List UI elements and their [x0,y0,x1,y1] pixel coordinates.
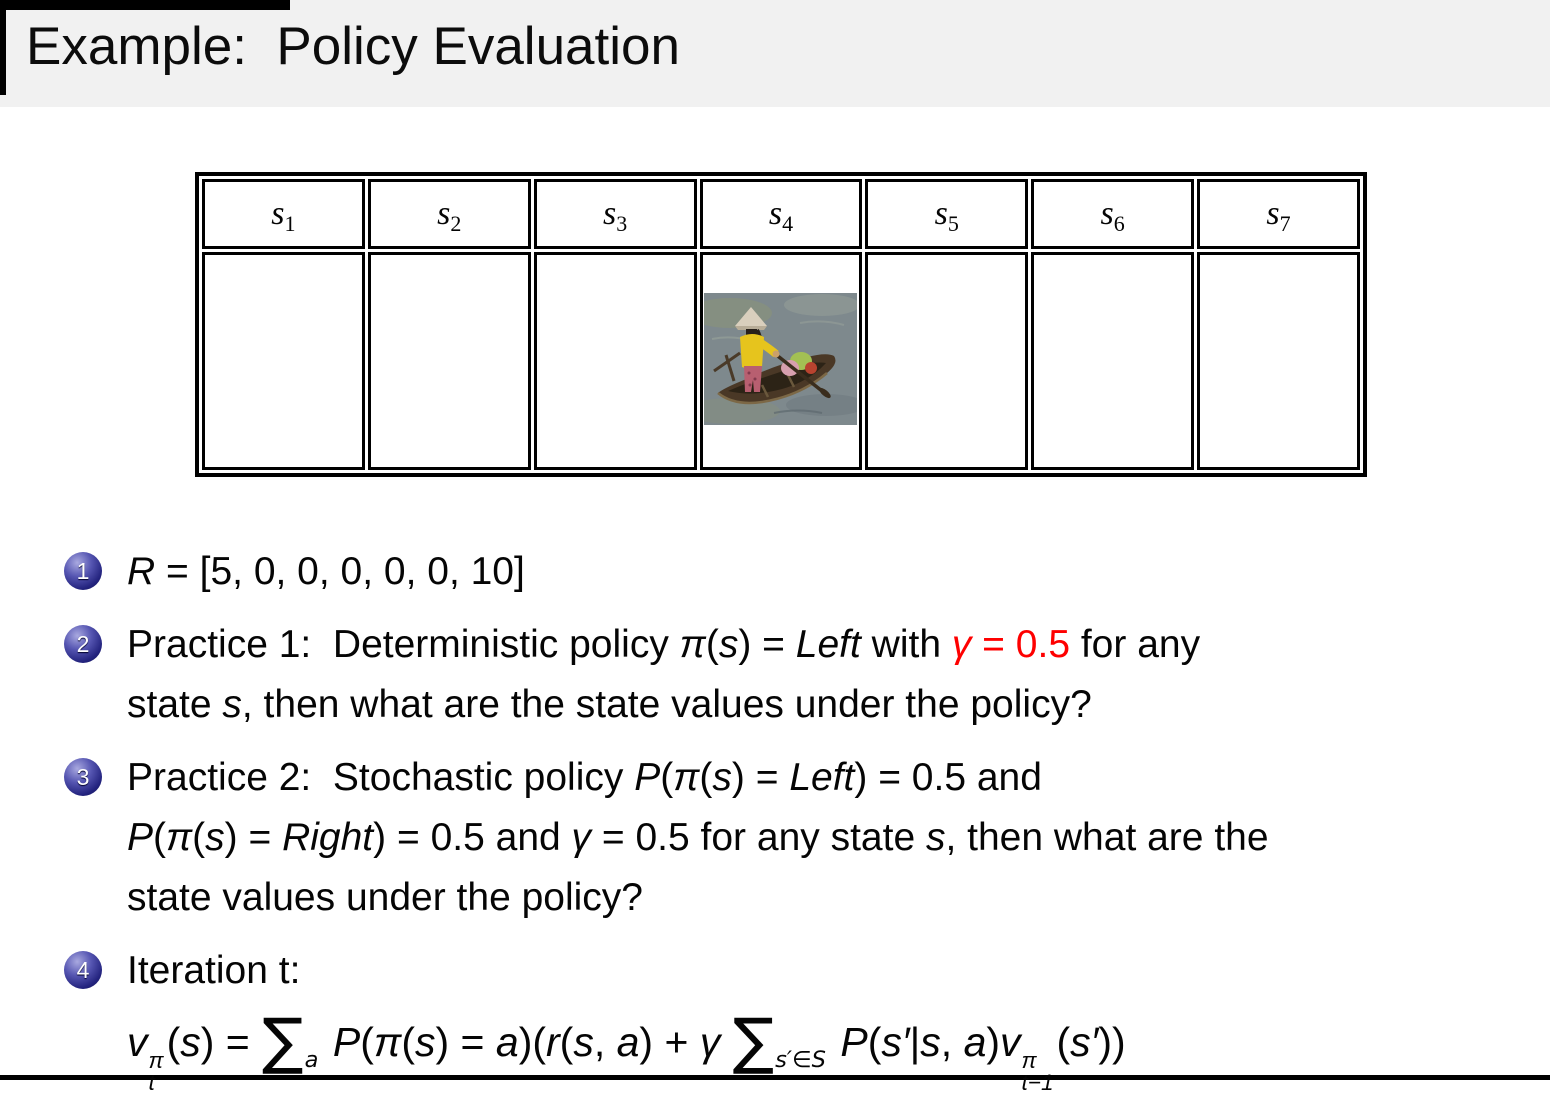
state-cell-7 [1197,252,1360,470]
list-item [64,542,1536,602]
text-run: ( [360,1019,374,1065]
state-header-cell-3: $s_3$ [534,179,697,249]
text-run: ) + [639,1019,700,1065]
text-run: P [840,1019,868,1065]
text-run: s [180,1019,201,1065]
text-run: s [414,1019,436,1065]
text-run: P [634,756,661,799]
text-run: Iteration t: [127,949,301,992]
text-run: ( [166,1019,181,1065]
text-run: state values under the policy? [127,876,643,919]
item-line [127,542,1536,602]
state-body-row [202,252,1360,470]
text-run: π [166,816,193,859]
list-item [64,748,1536,928]
state-cell-6 [1031,252,1194,470]
text-run: s [712,756,732,799]
window-edge-top [0,0,290,10]
state-header-cell-1: $s_1$ [202,179,365,249]
item-text [127,542,1536,602]
text-run: ( [705,623,719,666]
item-number-badge: 3 [64,758,102,796]
text-run: = 0.5 [971,623,1071,666]
text-run: ( [660,756,674,799]
text-run: , then what are the [945,816,1269,859]
state-cell-5 [865,252,1028,470]
text-run: ) = [224,816,283,859]
text-run: = 0.5 for any state [591,816,926,859]
text-run: a [304,1047,319,1074]
text-run: , then what are the state values under the policy? [241,683,1092,726]
text-run: v [1000,1019,1021,1065]
text-run: s′ [1070,1019,1099,1065]
text-run: γ [951,623,972,666]
text-run: ( [559,1019,574,1065]
text-run: P [127,816,154,859]
text-run: = [5, 0, 0, 0, 0, 0, 10] [155,550,525,593]
text-run: ( [867,1019,882,1065]
text-run: ( [401,1019,415,1065]
text-run: , [940,1019,964,1065]
list-item [64,941,1536,1094]
text-run: Left [789,756,855,799]
page-title: Example: Policy Evaluation [26,17,680,76]
window-edge-left [0,0,6,95]
item-line [127,808,1536,868]
text-run: s [205,816,225,859]
text-run: ∑ [262,1005,304,1078]
item-line [127,748,1536,808]
text-run [321,1019,332,1065]
text-run: P [332,1019,361,1065]
text-run: R [127,550,156,593]
text-run: ) = [200,1019,262,1065]
text-run: γ [571,816,592,859]
text-run: s [925,816,946,859]
text-run: π [673,756,700,799]
text-run: ( [192,816,206,859]
text-run: π t−1 [1021,1047,1054,1096]
state-header-cell-5: $s_5$ [865,179,1028,249]
item-number-badge: 2 [64,625,102,663]
text-run: s [573,1019,594,1065]
text-run [829,1019,840,1065]
text-run: ∑ [732,1005,775,1078]
text-run: r [546,1019,560,1065]
text-run: )( [518,1019,546,1065]
state-header-cell-4: $s_4$ [700,179,863,249]
list-item [64,615,1536,735]
text-run: ) = [435,1019,496,1065]
state-header-cell-6: $s_6$ [1031,179,1194,249]
state-header-row [202,179,1360,249]
text-run: Practice 2: Stochastic policy [127,756,635,799]
state-cell-3 [534,252,697,470]
text-run: a [963,1019,987,1065]
text-run: s′∈S [775,1047,826,1074]
text-run: s [222,683,242,726]
text-run: ) = [731,756,790,799]
text-run: π t [148,1047,164,1096]
text-run: ) = 0.5 and [373,816,572,859]
state-header-cell-7: $s_7$ [1197,179,1360,249]
state-cell-4 [700,252,863,470]
state-cell-2 [368,252,531,470]
item-number-badge: 1 [64,552,102,590]
text-run: with [860,623,952,666]
text-run: s [920,1019,941,1065]
text-run: ( [699,756,713,799]
text-run: Practice 1: Deterministic policy [127,623,680,666]
text-run: ( [153,816,167,859]
item-text [127,941,1536,1094]
state-header-cell-2: $s_2$ [368,179,531,249]
item-line [127,941,1536,1001]
item-number-badge: 4 [64,951,102,989]
text-run: Left [795,623,861,666]
text-run: s′ [881,1019,910,1065]
text-run: γ [699,1019,721,1065]
text-run: ) = [738,623,796,666]
text-run: a [616,1019,640,1065]
text-run [720,1019,731,1065]
item-text [127,615,1536,735]
text-run: Right [282,816,374,859]
states-table [195,172,1367,477]
text-run: ( [1056,1019,1071,1065]
text-run: π [373,1019,402,1065]
item-line [127,675,1536,735]
text-run: s [718,623,739,666]
item-text [127,748,1536,928]
text-run: state [127,683,223,726]
text-run: ) = 0.5 and [854,756,1042,799]
title-bar [0,0,1550,107]
text-run: v [127,1019,148,1065]
bullet-list [64,542,1536,1107]
text-run: a [495,1019,519,1065]
boat-image [704,293,857,425]
formula-line [127,1001,1536,1094]
text-run: )) [1098,1019,1126,1065]
text-run: | [909,1019,921,1065]
text-run: , [593,1019,617,1065]
text-run: ) [986,1019,1001,1065]
item-line [127,615,1536,675]
text-run: π [679,623,706,666]
state-cell-1 [202,252,365,470]
item-line [127,868,1536,928]
text-run: for any [1070,623,1201,666]
